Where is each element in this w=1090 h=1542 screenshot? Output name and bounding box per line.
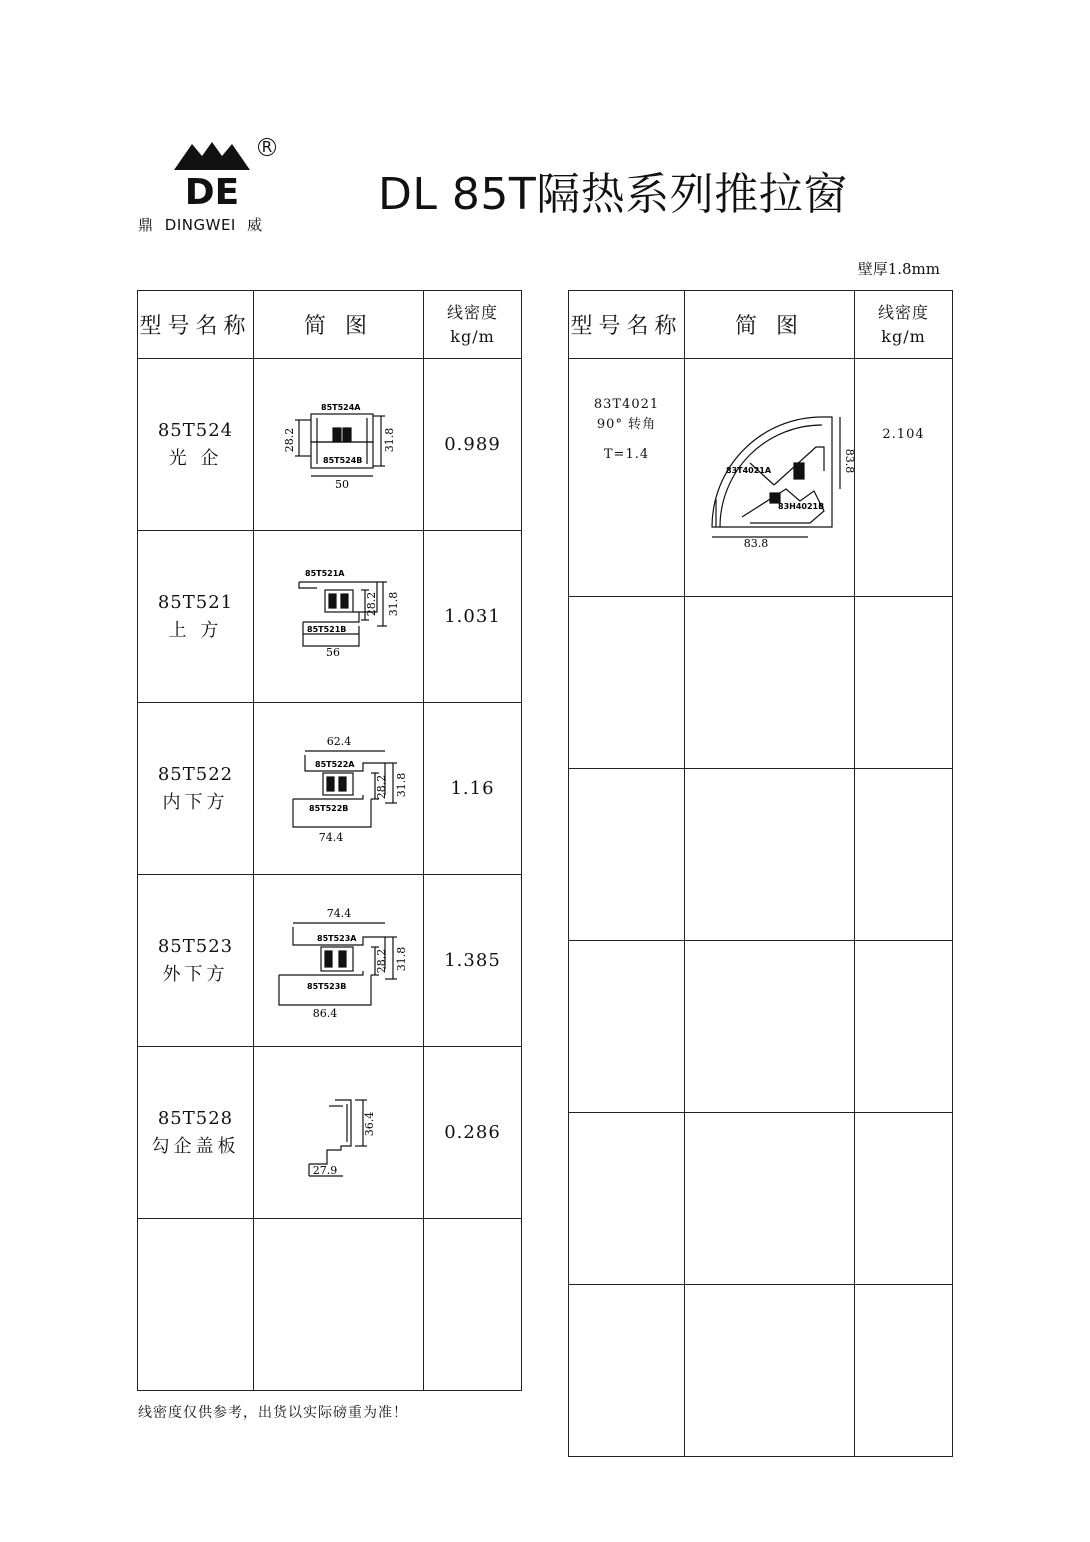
logo-caption-right: 威	[247, 216, 263, 234]
profile-name: 光 企	[168, 447, 223, 469]
dim-width: 74.4	[318, 830, 343, 844]
profile-name-cell	[138, 531, 254, 703]
table-row	[138, 531, 522, 703]
empty-cell	[685, 1113, 855, 1285]
empty-cell	[569, 1113, 685, 1285]
dim-width: 83.8	[743, 536, 768, 550]
company-logo	[138, 136, 288, 236]
profile-name-cell	[569, 359, 685, 597]
empty-cell	[685, 769, 855, 941]
profile-code: 85T521	[157, 591, 234, 613]
dingwei-logo-mark	[172, 136, 252, 213]
logo-letters: DE	[184, 172, 240, 213]
profile-drawing-85T524	[259, 388, 419, 498]
dim-width: 27.9	[312, 1163, 337, 1177]
profile-drawing-85T522	[259, 727, 419, 847]
lower-profile-label: 85T521B	[306, 624, 346, 634]
header-sketch: 简 图	[254, 291, 424, 359]
dim-height-inner: 28.2	[364, 591, 378, 616]
logo-caption-left: 鼎	[138, 216, 154, 234]
header-density-unit: kg/m	[881, 326, 926, 346]
table-row-empty	[138, 1219, 522, 1391]
density-disclaimer: 线密度仅供参考，出货以实际磅重为准！	[138, 1405, 408, 1421]
table-row	[138, 1047, 522, 1219]
upper-profile-label: 85T524A	[320, 402, 360, 412]
empty-cell	[569, 597, 685, 769]
profile-sketch-cell	[254, 703, 424, 875]
profile-name: 90° 转角	[596, 417, 657, 432]
table-row-empty	[569, 941, 953, 1113]
profile-sketch-cell	[254, 875, 424, 1047]
profile-name-cell	[138, 1047, 254, 1219]
profile-code: 85T528	[157, 1107, 234, 1129]
empty-cell	[855, 597, 953, 769]
lower-profile-label: 85T522B	[308, 803, 348, 813]
table-row	[138, 875, 522, 1047]
profile-density: 1.031	[424, 531, 522, 703]
empty-cell	[254, 1219, 424, 1391]
dim-height-outer: 31.8	[382, 427, 396, 452]
table-row-empty	[569, 769, 953, 941]
empty-cell	[685, 941, 855, 1113]
profile-thickness: T=1.4	[603, 447, 650, 462]
header-name: 型号名称	[569, 291, 685, 359]
empty-cell	[855, 1113, 953, 1285]
dim-height: 83.8	[842, 448, 856, 473]
table-header-row	[138, 291, 522, 359]
table-row	[569, 359, 953, 597]
dim-width: 50	[334, 477, 349, 491]
header-density	[855, 291, 953, 359]
dim-top-width: 62.4	[326, 734, 351, 748]
empty-cell	[424, 1219, 522, 1391]
dim-height-outer: 31.8	[386, 591, 400, 616]
table-row-empty	[569, 597, 953, 769]
profile-table-left	[137, 290, 522, 1391]
dim-height-inner: 28.2	[374, 948, 388, 973]
profile-density: 1.385	[424, 875, 522, 1047]
profile-drawing-85T528	[259, 1076, 419, 1186]
table-row-empty	[569, 1113, 953, 1285]
upper-profile-label: 85T521A	[304, 568, 344, 578]
upper-profile-label: 85T522A	[314, 759, 354, 769]
upper-profile-label: 85T523A	[316, 933, 356, 943]
profile-name-cell	[138, 359, 254, 531]
lower-profile-label: 85T524B	[322, 455, 362, 465]
profile-code: 85T522	[157, 763, 234, 785]
profile-table-right	[568, 290, 953, 1457]
profile-drawing-85T521	[259, 560, 419, 670]
table-row-empty	[569, 1285, 953, 1457]
table-row	[138, 359, 522, 531]
profile-name: 外下方	[162, 963, 229, 985]
profile-sketch-cell	[685, 359, 855, 597]
header-density-label: 线密度	[446, 302, 498, 322]
dim-width: 86.4	[312, 1006, 337, 1020]
dim-height-outer: 31.8	[394, 772, 408, 797]
profile-density: 0.989	[424, 359, 522, 531]
header-sketch: 简 图	[685, 291, 855, 359]
profile-name: 内下方	[162, 791, 229, 813]
profile-name-cell	[138, 703, 254, 875]
registered-mark: R	[258, 138, 276, 156]
empty-cell	[569, 769, 685, 941]
table-header-row	[569, 291, 953, 359]
profile-sketch-cell	[254, 531, 424, 703]
profile-sketch-cell	[254, 1047, 424, 1219]
profile-drawing-85T523	[259, 899, 419, 1019]
header-density-unit: kg/m	[450, 326, 495, 346]
empty-cell	[855, 1285, 953, 1457]
wall-thickness-note: 壁厚1.8mm	[857, 260, 940, 278]
profile-name: 上 方	[168, 619, 223, 641]
header-name: 型号名称	[138, 291, 254, 359]
empty-cell	[569, 941, 685, 1113]
profile-density: 2.104	[855, 359, 953, 597]
profile-drawing-83T4021	[690, 401, 856, 551]
profile-code: 83T4021	[593, 397, 660, 412]
dim-height-inner: 28.2	[282, 427, 296, 452]
profile-name: 勾企盖板	[151, 1135, 240, 1157]
profile-label-b: 83H4021B	[777, 501, 824, 511]
dim-height: 36.4	[362, 1111, 376, 1136]
profile-label-a: 83T4021A	[725, 465, 771, 475]
logo-caption-middle: DINGWEI	[164, 216, 236, 234]
empty-cell	[569, 1285, 685, 1457]
empty-cell	[685, 1285, 855, 1457]
empty-cell	[855, 769, 953, 941]
dim-top-width: 74.4	[326, 906, 351, 920]
profile-sketch-cell	[254, 359, 424, 531]
profile-density: 1.16	[424, 703, 522, 875]
page-title: DL 85T隔热系列推拉窗	[378, 169, 848, 220]
empty-cell	[855, 941, 953, 1113]
table-row	[138, 703, 522, 875]
header-density	[424, 291, 522, 359]
logo-caption	[138, 214, 298, 235]
profile-density: 0.286	[424, 1047, 522, 1219]
profile-code: 85T524	[157, 419, 234, 441]
header-density-label: 线密度	[877, 302, 929, 322]
lower-profile-label: 85T523B	[306, 981, 346, 991]
profile-name-cell	[138, 875, 254, 1047]
empty-cell	[138, 1219, 254, 1391]
dim-width: 56	[325, 645, 340, 659]
profile-code: 85T523	[157, 935, 234, 957]
dim-height-outer: 31.8	[394, 946, 408, 971]
dim-height-inner: 28.2	[374, 774, 388, 799]
empty-cell	[685, 597, 855, 769]
